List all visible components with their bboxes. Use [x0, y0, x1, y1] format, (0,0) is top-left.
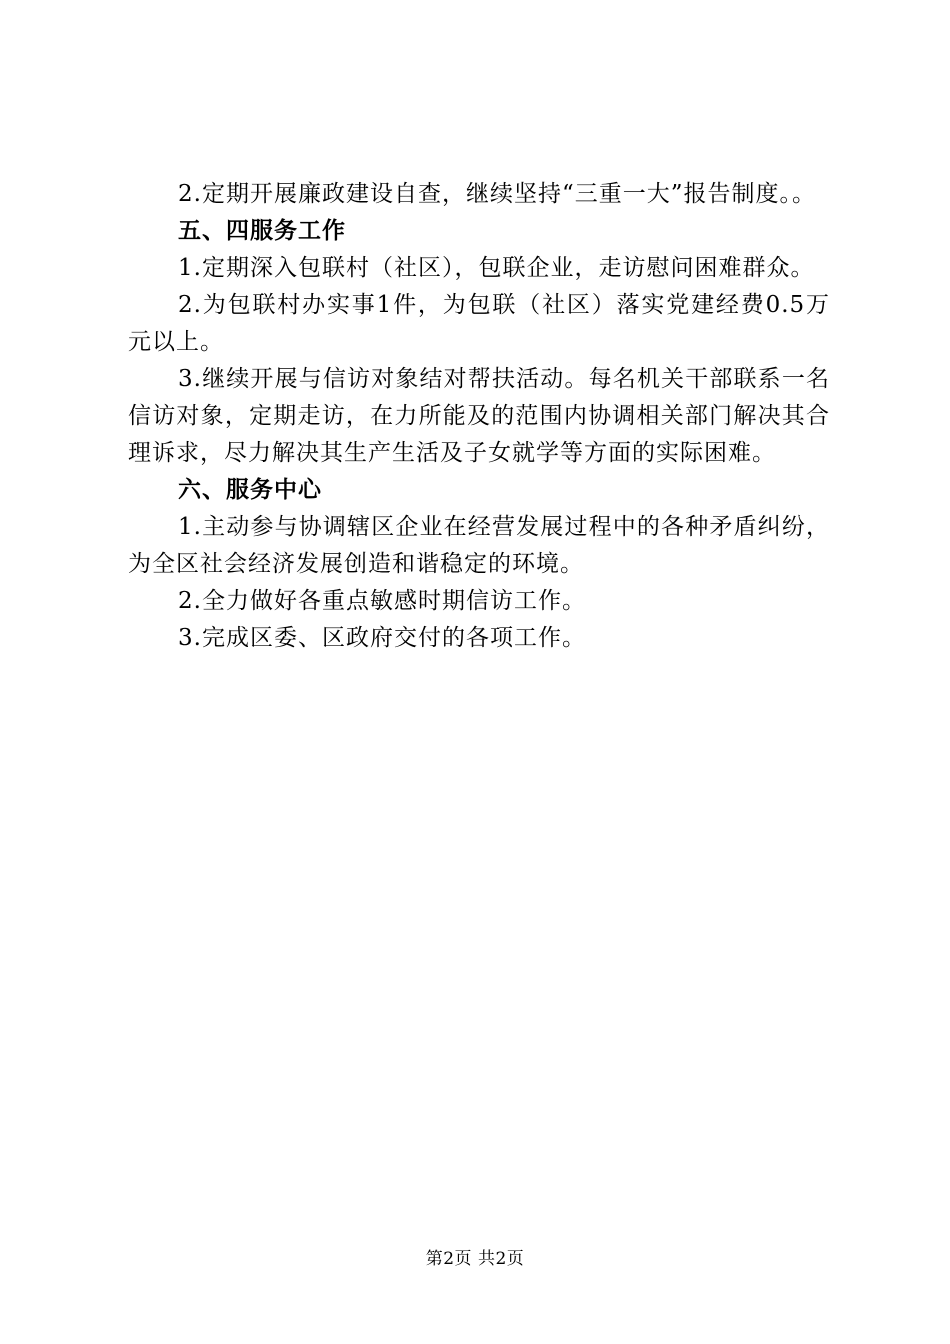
paragraph-coordinate-disputes: 1.主动参与协调辖区企业在经营发展过程中的各种矛盾纠纷，为全区社会经济发展创造和谐稳定的环境。 — [128, 514, 830, 577]
page-number-footer: 第2页 共2页 — [425, 1249, 525, 1269]
paragraph-petition-support: 3.继续开展与信访对象结对帮扶活动。每名机关干部联系一名信访对象，定期走访，在力所能及的范围内协调相关部门解决其合理诉求，尽力解决其生产生活及子女就学等方面的实际困难。 — [128, 366, 830, 466]
paragraph-assigned-work: 3.完成区委、区政府交付的各项工作。 — [178, 625, 586, 651]
section-heading-five: 五、四服务工作 — [178, 218, 346, 244]
paragraph-party-funds: 2.为包联村办实事1件，为包联（社区）落实党建经费0.5万元以上。 — [128, 292, 830, 355]
section-heading-six: 六、服务中心 — [178, 477, 322, 503]
document-body — [128, 176, 830, 657]
paragraph-self-inspection: 2.定期开展廉政建设自查，继续坚持“三重一大”报告制度。。 — [178, 181, 816, 207]
paragraph-visit-village: 1.定期深入包联村（社区），包联企业，走访慰问困难群众。 — [178, 255, 815, 281]
paragraph-sensitive-periods: 2.全力做好各重点敏感时期信访工作。 — [178, 588, 586, 614]
